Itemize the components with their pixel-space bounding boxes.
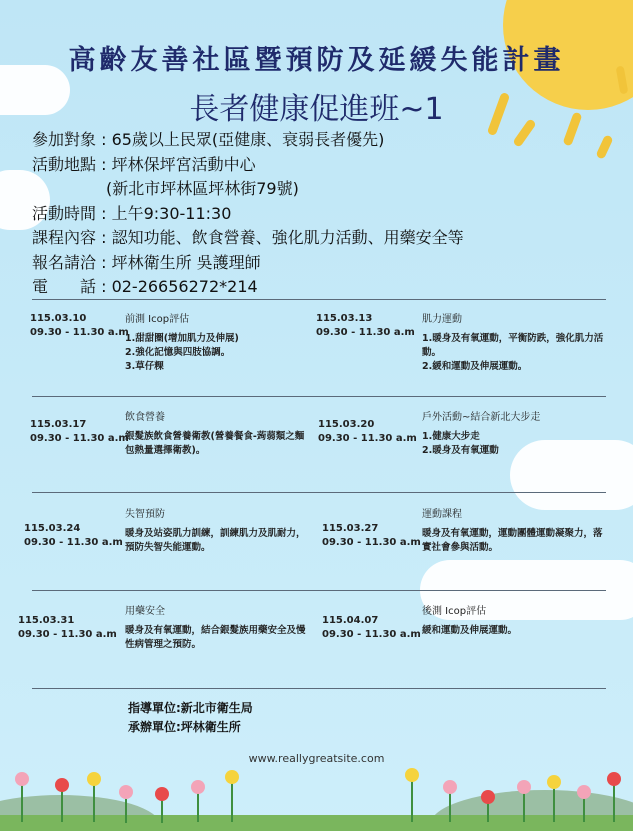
session-date: 115.03.27 bbox=[322, 523, 379, 534]
session-description: 1.健康大步走 2.暖身及有氧運動 bbox=[422, 431, 499, 456]
session-datetime bbox=[322, 522, 421, 550]
session-datetime bbox=[30, 312, 129, 340]
session-date: 115.03.10 bbox=[30, 313, 87, 324]
info-time: 活動時間 : 上午9:30-11:30 bbox=[32, 203, 232, 223]
session-description: 暖身及有氧運動，運動團體運動凝聚力，落實社會參與活動。 bbox=[422, 528, 603, 553]
session-description: 暖身及站姿肌力訓練，訓練肌力及肌耐力，預防失智失能運動。 bbox=[125, 528, 306, 553]
session-topic: 戶外活動~結合新北大步走 bbox=[422, 412, 541, 423]
session-topic: 飲食營養 bbox=[125, 412, 165, 423]
session-time: 09.30 - 11.30 a.m bbox=[318, 433, 417, 444]
info-registration: 報名請洽 : 坪林衛生所 吳護理師 bbox=[32, 252, 261, 272]
session-description: 暖身及有氧運動，結合銀髮族用藥安全及慢性病管理之預防。 bbox=[125, 625, 306, 650]
flower-stem bbox=[61, 788, 63, 822]
row-divider bbox=[32, 688, 606, 689]
session-datetime bbox=[322, 614, 421, 642]
row-divider bbox=[32, 299, 606, 300]
session-time: 09.30 - 11.30 a.m bbox=[322, 537, 421, 548]
session-datetime bbox=[318, 418, 417, 446]
session-time: 09.30 - 11.30 a.m bbox=[24, 537, 123, 548]
session-date: 115.04.07 bbox=[322, 615, 379, 626]
session-time: 09.30 - 11.30 a.m bbox=[30, 433, 129, 444]
flower-icon bbox=[405, 768, 419, 782]
flower-icon bbox=[577, 785, 591, 799]
session-datetime bbox=[316, 312, 415, 340]
row-divider bbox=[32, 590, 606, 591]
flower-stem bbox=[583, 795, 585, 822]
session-time: 09.30 - 11.30 a.m bbox=[322, 629, 421, 640]
flower-icon bbox=[155, 787, 169, 801]
session-datetime bbox=[30, 418, 129, 446]
info-address: (新北市坪林區坪林街79號) bbox=[106, 179, 299, 198]
info-phone: 電 話 : 02-26656272*214 bbox=[32, 277, 258, 296]
flower-stem bbox=[125, 795, 127, 823]
session-time: 09.30 - 11.30 a.m bbox=[316, 327, 415, 338]
flower-icon bbox=[191, 780, 205, 794]
flower-icon bbox=[55, 778, 69, 792]
session-topic: 失智預防 bbox=[125, 509, 165, 520]
flower-icon bbox=[87, 772, 101, 786]
session-time: 09.30 - 11.30 a.m bbox=[30, 327, 129, 338]
flower-stem bbox=[613, 782, 615, 822]
session-date: 115.03.17 bbox=[30, 419, 87, 430]
flower-stem bbox=[231, 780, 233, 822]
session-description: 1.暖身及有氧運動，平衡防跌，強化肌力活動。 2.緩和運動及伸展運動。 bbox=[422, 333, 604, 372]
session-topic: 前測 Icop評估 bbox=[125, 314, 190, 325]
guide-unit: 指導單位:新北市衛生局 bbox=[128, 701, 253, 715]
flower-icon bbox=[119, 785, 133, 799]
session-date: 115.03.20 bbox=[318, 419, 375, 430]
session-description: 1.甜甜圈(增加肌力及伸展) 2.強化記憶與四肢協調。 3.草仔粿 bbox=[125, 333, 239, 372]
row-divider bbox=[32, 396, 606, 397]
sun-ray bbox=[595, 134, 613, 160]
row-divider bbox=[32, 492, 606, 493]
session-time: 09.30 - 11.30 a.m bbox=[18, 629, 117, 640]
session-datetime bbox=[18, 614, 117, 642]
event-title: 高齡友善社區暨預防及延緩失能計畫 bbox=[68, 45, 565, 76]
session-date: 115.03.31 bbox=[18, 615, 75, 626]
flower-stem bbox=[93, 782, 95, 822]
flower-stem bbox=[553, 785, 555, 822]
event-info bbox=[32, 128, 464, 300]
session-description: 銀髮族飲食營養衛教(營養餐食-蒟蒻類之麵包熱量選擇衛教)。 bbox=[125, 431, 305, 456]
session-date: 115.03.13 bbox=[316, 313, 373, 324]
session-topic: 後測 Icop評估 bbox=[422, 606, 487, 617]
info-content: 課程內容 : 認知功能、飲食營養、強化肌力活動、用藥安全等 bbox=[32, 228, 464, 247]
flower-icon bbox=[547, 775, 561, 789]
flower-stem bbox=[21, 782, 23, 822]
website-link[interactable]: www.reallygreatsite.com bbox=[248, 752, 385, 765]
session-datetime bbox=[24, 522, 123, 550]
info-location: 活動地點 : 坪林保坪宮活動中心 bbox=[32, 154, 256, 174]
flower-icon bbox=[517, 780, 531, 794]
session-date: 115.03.24 bbox=[24, 523, 81, 534]
flower-icon bbox=[443, 780, 457, 794]
flower-stem bbox=[449, 790, 451, 822]
flower-stem bbox=[523, 790, 525, 822]
flower-stem bbox=[197, 790, 199, 822]
flower-icon bbox=[481, 790, 495, 804]
flower-stem bbox=[411, 778, 413, 822]
session-topic: 用藥安全 bbox=[125, 606, 165, 617]
info-participants: 參加對象 : 65歲以上民眾(亞健康、衰弱長者優先) bbox=[32, 130, 385, 149]
flower-icon bbox=[225, 770, 239, 784]
event-subtitle: 長者健康促進班~1 bbox=[189, 92, 444, 127]
host-unit: 承辦單位:坪林衛生所 bbox=[128, 720, 241, 734]
flower-icon bbox=[607, 772, 621, 786]
session-topic: 肌力運動 bbox=[422, 314, 462, 325]
session-description: 緩和運動及伸展運動。 bbox=[422, 625, 518, 636]
flower-icon bbox=[15, 772, 29, 786]
session-topic: 運動課程 bbox=[422, 509, 462, 520]
